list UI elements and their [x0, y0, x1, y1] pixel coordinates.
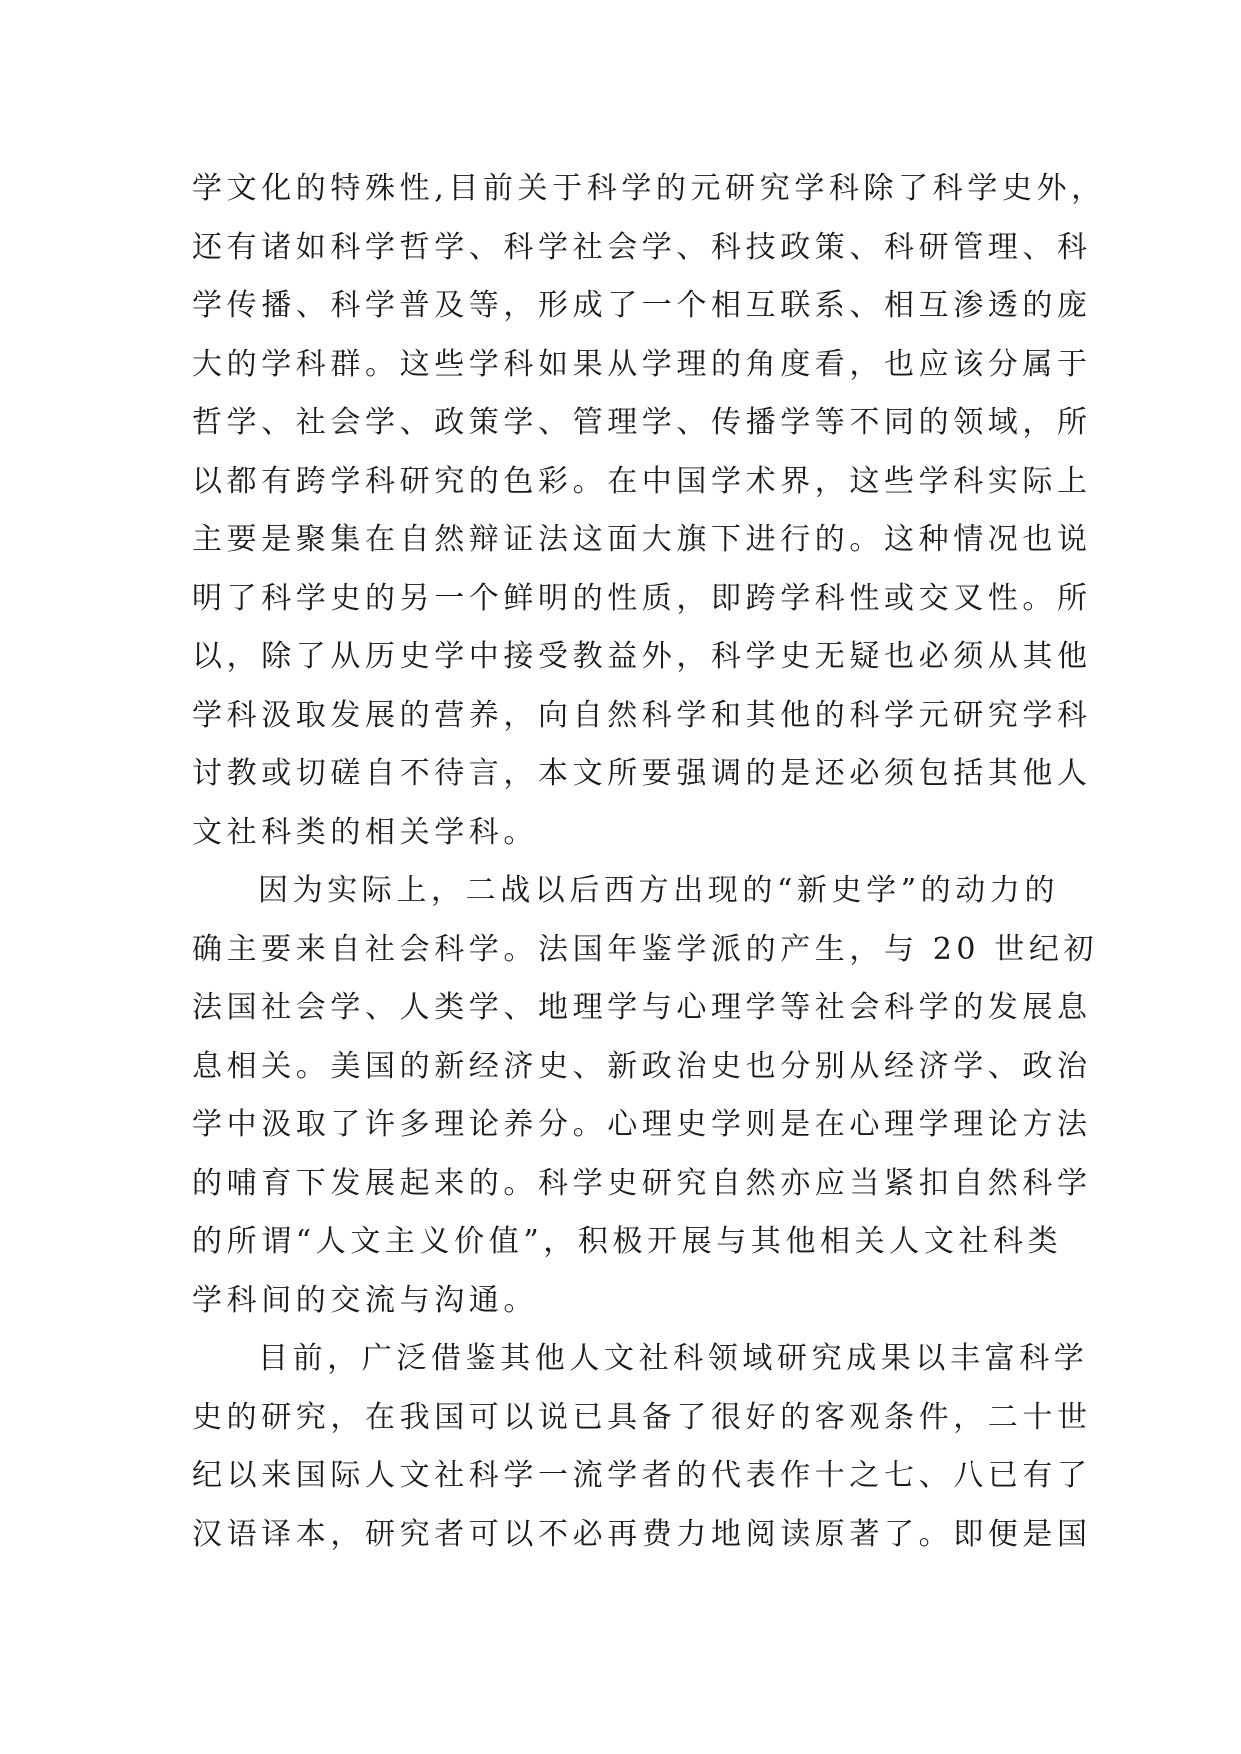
paragraph: [192, 160, 1106, 862]
text-line: 主要是聚集在自然辩证法这面大旗下进行的。这种情况也说: [192, 522, 1092, 557]
body-text: [192, 160, 1106, 1564]
text-line: 学传播、科学普及等，形成了一个相互联系、相互渗透的庞: [192, 288, 1092, 323]
paragraph: [192, 1330, 1092, 1564]
text-line: 的所谓“人文主义价值”，积极开展与其他相关人文社科类: [192, 1224, 1063, 1259]
text-line: 哲学、社会学、政策学、管理学、传播学等不同的领域，所: [192, 405, 1092, 440]
text-line: 因为实际上，二战以后西方出现的“新史学”的动力的: [258, 873, 1060, 908]
text-line: 讨教或切磋自不待言，本文所要强调的是还必须包括其他人: [192, 756, 1092, 791]
text-line: 文社科类的相关学科。: [192, 814, 538, 850]
text-line: 以，除了从历史学中接受教益外，科学史无疑也必须从其他: [192, 639, 1092, 674]
text-line: 还有诸如科学哲学、科学社会学、科技政策、科研管理、科: [192, 229, 1092, 265]
text-line: 的哺育下发展起来的。科学史研究自然亦应当紧扣自然科学: [192, 1165, 1092, 1201]
text-line: 息相关。美国的新经济史、新政治史也分别从经济学、政治: [192, 1048, 1092, 1084]
text-line: 以都有跨学科研究的色彩。在中国学术界，这些学科实际上: [192, 463, 1092, 499]
text-line: 确主要来自社会科学。法国年鉴学派的产生，与 20 世纪初: [192, 931, 1099, 967]
text-line: 明了科学史的另一个鲜明的性质，即跨学科性或交叉性。所: [192, 580, 1092, 616]
text-line: 纪以来国际人文社科学一流学者的代表作十之七、八已有了: [192, 1458, 1092, 1493]
text-line: 目前，广泛借鉴其他人文社科领域研究成果以丰富科学: [258, 1341, 1089, 1376]
text-line: 学科汲取发展的营养，向自然科学和其他的科学元研究学科: [192, 697, 1092, 733]
text-line: 学科间的交流与沟通。: [192, 1282, 538, 1318]
text-line: 史的研究，在我国可以说已具备了很好的客观条件，二十世: [192, 1399, 1092, 1435]
text-line: 大的学科群。这些学科如果从学理的角度看，也应该分属于: [192, 346, 1092, 382]
text-line: 法国社会学、人类学、地理学与心理学等社会科学的发展息: [192, 990, 1092, 1025]
paragraph: [192, 862, 1099, 1330]
text-line: 学中汲取了许多理论养分。心理史学则是在心理学理论方法: [192, 1107, 1092, 1142]
text-line: 学文化的特殊性,目前关于科学的元研究学科除了科学史外，: [192, 171, 1106, 206]
text-line: 汉语译本，研究者可以不必再费力地阅读原著了。即便是国: [192, 1516, 1092, 1552]
